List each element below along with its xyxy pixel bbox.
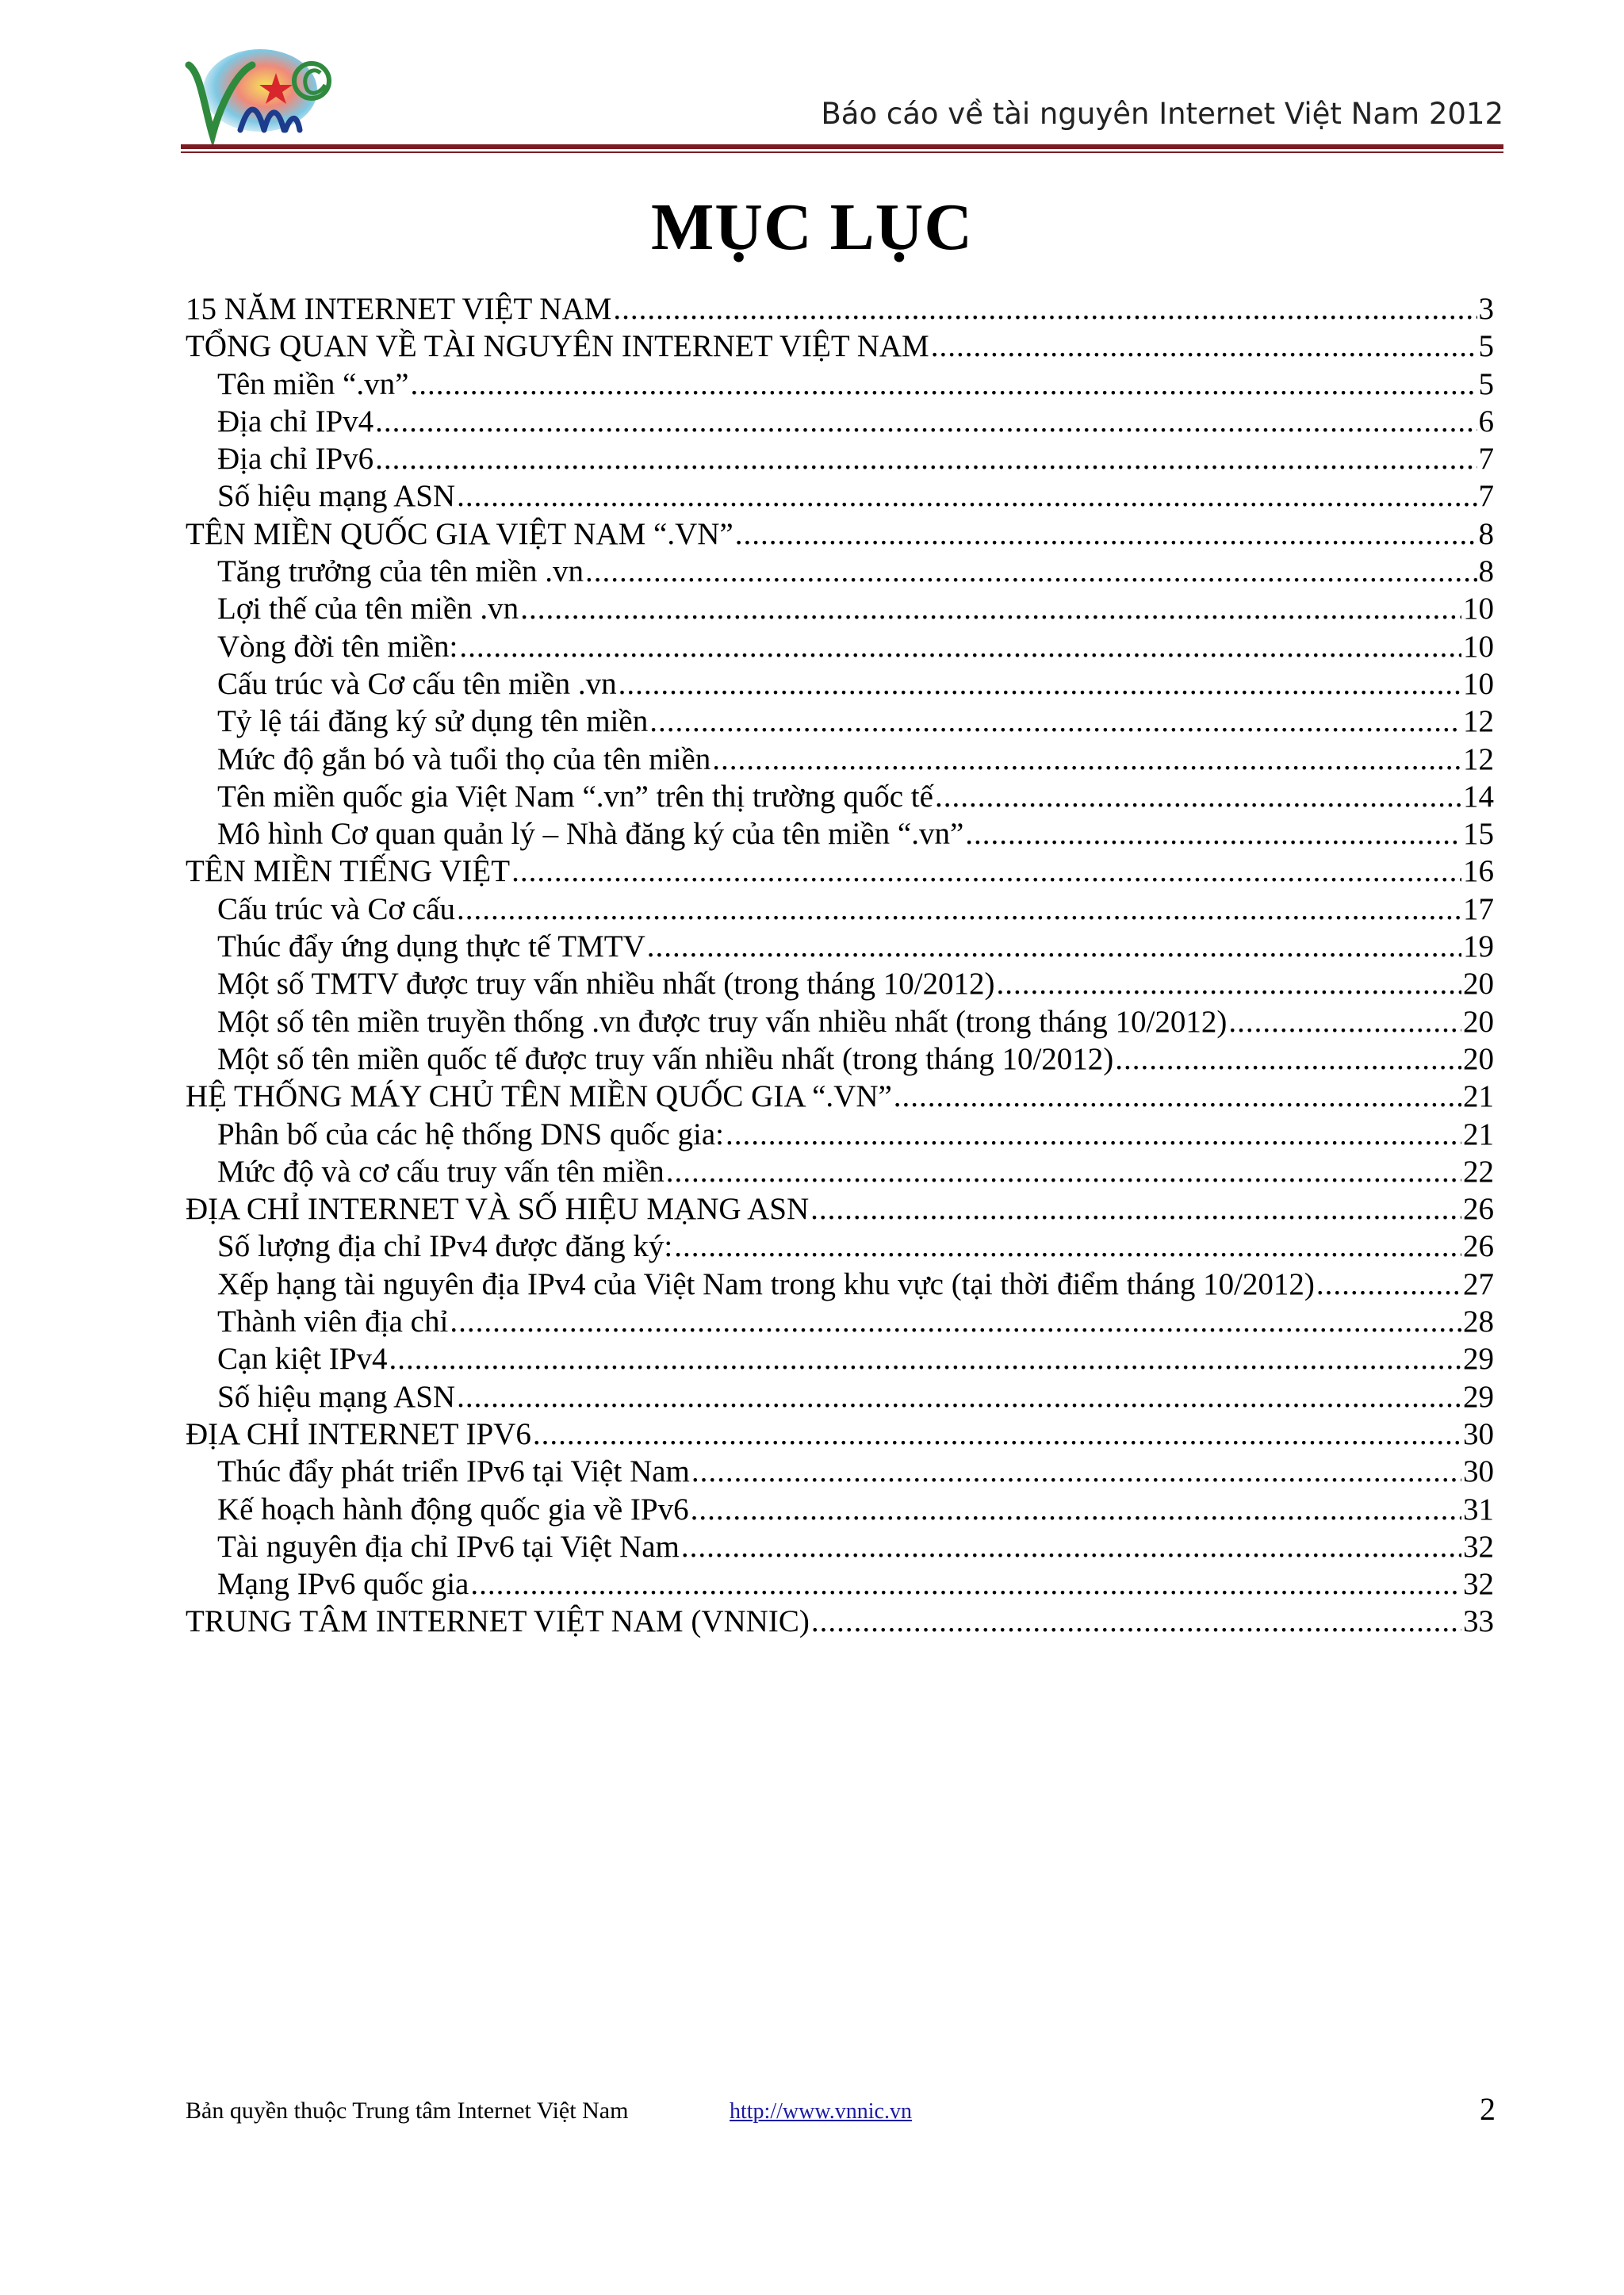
toc-entry[interactable] xyxy=(186,1003,1494,1040)
toc-entry-page-number: 19 xyxy=(1463,929,1494,964)
toc-entry[interactable] xyxy=(186,403,1494,440)
toc-dot-leader xyxy=(375,440,1477,477)
toc-entry-page-number: 33 xyxy=(1463,1604,1494,1639)
toc-entry-page-number: 30 xyxy=(1463,1454,1494,1489)
toc-entry-title: Mô hình Cơ quan quản lý – Nhà đăng ký của tên miền “.vn” xyxy=(217,817,964,852)
toc-entry-page-number: 5 xyxy=(1478,366,1494,401)
toc-entry-page-number: 29 xyxy=(1463,1379,1494,1414)
toc-entry[interactable] xyxy=(186,290,1494,328)
toc-dot-leader xyxy=(674,1228,1461,1265)
toc-entry-title: Tăng trưởng của tên miền .vn xyxy=(217,554,584,589)
toc-entry[interactable] xyxy=(186,1040,1494,1078)
toc-entry-page-number: 26 xyxy=(1463,1229,1494,1264)
toc-entry[interactable] xyxy=(186,440,1494,477)
toc-entry[interactable] xyxy=(186,1378,1494,1416)
header-divider xyxy=(181,144,1503,153)
toc-entry-title: Tỷ lệ tái đăng ký sử dụng tên miền xyxy=(217,704,649,739)
toc-entry-page-number: 7 xyxy=(1478,479,1494,514)
toc-entry-page-number: 30 xyxy=(1463,1416,1494,1451)
toc-dot-leader xyxy=(511,852,1461,890)
toc-entry-page-number: 8 xyxy=(1478,554,1494,589)
toc-entry-title: Vòng đời tên miền: xyxy=(217,629,458,664)
toc-entry-title: Phân bố của các hệ thống DNS quốc gia: xyxy=(217,1117,725,1151)
toc-entry-title: ĐỊA CHỈ INTERNET IPV6 xyxy=(186,1416,531,1451)
toc-entry-title: Mạng IPv6 quốc gia xyxy=(217,1567,469,1602)
toc-entry-title: Một số tên miền quốc tế được truy vấn nhiều nhất (trong tháng 10/2012) xyxy=(217,1041,1114,1076)
toc-entry[interactable] xyxy=(186,515,1494,553)
toc-entry-page-number: 6 xyxy=(1478,404,1494,439)
toc-entry-title: Mức độ và cơ cấu truy vấn tên miền xyxy=(217,1154,665,1189)
toc-entry-page-number: 5 xyxy=(1478,329,1494,364)
toc-entry-title: Cấu trúc và Cơ cấu xyxy=(217,891,456,926)
toc-entry-title: Kế hoạch hành động quốc gia về IPv6 xyxy=(217,1492,689,1527)
toc-dot-leader xyxy=(457,477,1477,515)
toc-dot-leader xyxy=(520,590,1461,627)
toc-dot-leader xyxy=(619,665,1461,703)
toc-dot-leader xyxy=(735,515,1477,553)
toc-entry[interactable] xyxy=(186,891,1494,928)
toc-dot-leader xyxy=(613,290,1477,328)
toc-entry-page-number: 21 xyxy=(1463,1117,1494,1151)
toc-dot-leader xyxy=(457,891,1461,928)
toc-entry[interactable] xyxy=(186,1190,1494,1228)
toc-entry[interactable] xyxy=(186,778,1494,815)
toc-entry[interactable] xyxy=(186,328,1494,365)
toc-entry-page-number: 32 xyxy=(1463,1529,1494,1564)
toc-entry-title: Xếp hạng tài nguyên địa IPv4 của Việt Nam trong khu vực (tại thời điểm tháng 10/2012) xyxy=(217,1266,1315,1301)
toc-entry-title: TÊN MIỀN QUỐC GIA VIỆT NAM “.VN” xyxy=(186,516,733,551)
toc-dot-leader xyxy=(931,328,1477,365)
toc-entry-page-number: 8 xyxy=(1478,516,1494,551)
toc-entry-page-number: 17 xyxy=(1463,891,1494,926)
toc-entry-title: Một số tên miền truyền thống .vn được truy vấn nhiều nhất (trong tháng 10/2012) xyxy=(217,1004,1228,1039)
toc-entry-page-number: 10 xyxy=(1463,666,1494,701)
toc-entry-title: TỔNG QUAN VỀ TÀI NGUYÊN INTERNET VIỆT NAM xyxy=(186,329,929,364)
footer-website-link[interactable]: http://www.vnnic.vn xyxy=(730,2099,912,2124)
toc-entry-page-number: 12 xyxy=(1463,741,1494,776)
toc-entry-title: HỆ THỐNG MÁY CHỦ TÊN MIỀN QUỐC GIA “.VN” xyxy=(186,1079,892,1114)
toc-dot-leader xyxy=(585,553,1477,590)
toc-dot-leader xyxy=(1115,1040,1461,1078)
toc-entry-page-number: 32 xyxy=(1463,1567,1494,1602)
toc-entry[interactable] xyxy=(186,366,1494,403)
toc-entry-title: Thành viên địa chỉ xyxy=(217,1305,449,1339)
toc-entry-title: TRUNG TÂM INTERNET VIỆT NAM (VNNIC) xyxy=(186,1604,810,1639)
toc-dot-leader xyxy=(459,628,1461,665)
toc-entry-page-number: 16 xyxy=(1463,854,1494,889)
toc-dot-leader xyxy=(681,1528,1461,1565)
toc-entry-page-number: 7 xyxy=(1478,442,1494,477)
toc-entry[interactable] xyxy=(186,477,1494,515)
toc-dot-leader xyxy=(726,1116,1461,1153)
toc-dot-leader xyxy=(649,703,1461,740)
toc-entry[interactable] xyxy=(186,1228,1494,1265)
toc-dot-leader xyxy=(810,1190,1461,1228)
page-title: MỤC LỤC xyxy=(651,190,973,264)
toc-entry[interactable] xyxy=(186,703,1494,740)
toc-entry[interactable] xyxy=(186,965,1494,1002)
toc-entry-page-number: 28 xyxy=(1463,1305,1494,1339)
toc-dot-leader xyxy=(457,1378,1461,1416)
toc-entry[interactable] xyxy=(186,1453,1494,1490)
toc-entry-title: Số hiệu mạng ASN xyxy=(217,1379,456,1414)
toc-dot-leader xyxy=(647,928,1461,965)
toc-dot-leader xyxy=(935,778,1461,815)
toc-dot-leader xyxy=(712,741,1461,778)
vnnic-logo-icon xyxy=(181,41,331,144)
toc-entry[interactable] xyxy=(186,590,1494,627)
toc-entry[interactable] xyxy=(186,1491,1494,1528)
toc-entry-page-number: 3 xyxy=(1478,292,1494,326)
toc-dot-leader xyxy=(450,1303,1461,1340)
toc-entry-title: Địa chỉ IPv4 xyxy=(217,404,374,439)
toc-entry[interactable] xyxy=(186,1528,1494,1565)
toc-entry[interactable] xyxy=(186,1303,1494,1340)
toc-dot-leader xyxy=(666,1153,1461,1190)
toc-entry[interactable] xyxy=(186,1340,1494,1377)
toc-entry-page-number: 21 xyxy=(1463,1079,1494,1114)
toc-entry[interactable] xyxy=(186,665,1494,703)
toc-entry-title: Thúc đẩy phát triển IPv6 tại Việt Nam xyxy=(217,1454,690,1489)
toc-entry[interactable] xyxy=(186,928,1494,965)
page-number: 2 xyxy=(1480,2091,1496,2127)
table-of-contents xyxy=(186,290,1494,1641)
toc-entry[interactable] xyxy=(186,1116,1494,1153)
toc-dot-leader xyxy=(470,1565,1461,1603)
toc-entry-page-number: 14 xyxy=(1463,779,1494,814)
toc-entry-page-number: 20 xyxy=(1463,1004,1494,1039)
toc-dot-leader xyxy=(894,1078,1461,1115)
toc-entry[interactable] xyxy=(186,1416,1494,1453)
toc-entry-title: Cạn kiệt IPv4 xyxy=(217,1342,388,1377)
toc-entry-page-number: 31 xyxy=(1463,1492,1494,1527)
footer-copyright: Bản quyền thuộc Trung tâm Internet Việt Nam xyxy=(186,2098,629,2124)
toc-dot-leader xyxy=(1316,1266,1461,1303)
toc-entry[interactable] xyxy=(186,741,1494,778)
toc-entry-page-number: 10 xyxy=(1463,629,1494,664)
toc-entry-title: Tên miền quốc gia Việt Nam “.vn” trên thị trường quốc tế xyxy=(217,779,933,814)
toc-entry-title: ĐỊA CHỈ INTERNET VÀ SỐ HIỆU MẠNG ASN xyxy=(186,1192,810,1227)
report-header-title: Báo cáo về tài nguyên Internet Việt Nam 2012 xyxy=(821,97,1503,131)
toc-entry-title: Lợi thế của tên miền .vn xyxy=(217,592,519,626)
toc-entry-page-number: 10 xyxy=(1463,592,1494,626)
toc-dot-leader xyxy=(811,1603,1461,1640)
toc-entry-title: Số lượng địa chỉ IPv4 được đăng ký: xyxy=(217,1229,673,1264)
toc-entry[interactable] xyxy=(186,1153,1494,1190)
toc-dot-leader xyxy=(997,965,1461,1002)
toc-entry-page-number: 15 xyxy=(1463,817,1494,852)
toc-entry-title: Địa chỉ IPv6 xyxy=(217,442,374,477)
toc-entry-title: Một số TMTV được truy vấn nhiều nhất (trong tháng 10/2012) xyxy=(217,967,995,1002)
toc-dot-leader xyxy=(965,815,1461,852)
toc-entry-title: Thúc đẩy ứng dụng thực tế TMTV xyxy=(217,929,645,964)
toc-dot-leader xyxy=(691,1453,1461,1490)
toc-entry-title: 15 NĂM INTERNET VIỆT NAM xyxy=(186,292,612,326)
toc-entry-title: Tài nguyên địa chỉ IPv6 tại Việt Nam xyxy=(217,1529,680,1564)
toc-entry-page-number: 12 xyxy=(1463,704,1494,739)
toc-entry[interactable] xyxy=(186,1078,1494,1115)
toc-entry-page-number: 29 xyxy=(1463,1342,1494,1377)
toc-entry-title: Cấu trúc và Cơ cấu tên miền .vn xyxy=(217,666,617,701)
toc-entry-title: Tên miền “.vn” xyxy=(217,366,409,401)
toc-entry[interactable] xyxy=(186,553,1494,590)
toc-entry[interactable] xyxy=(186,1565,1494,1603)
toc-dot-leader xyxy=(410,366,1477,403)
toc-entry-page-number: 26 xyxy=(1463,1192,1494,1227)
toc-dot-leader xyxy=(691,1491,1461,1528)
toc-entry-page-number: 20 xyxy=(1463,967,1494,1002)
toc-entry-title: Số hiệu mạng ASN xyxy=(217,479,456,514)
toc-entry[interactable] xyxy=(186,628,1494,665)
toc-dot-leader xyxy=(533,1416,1461,1453)
toc-entry[interactable] xyxy=(186,852,1494,890)
toc-entry[interactable] xyxy=(186,815,1494,852)
toc-entry-page-number: 20 xyxy=(1463,1041,1494,1076)
toc-entry-page-number: 22 xyxy=(1463,1154,1494,1189)
toc-entry-page-number: 27 xyxy=(1463,1266,1494,1301)
toc-entry[interactable] xyxy=(186,1266,1494,1303)
toc-dot-leader xyxy=(375,403,1477,440)
toc-entry-title: Mức độ gắn bó và tuổi thọ của tên miền xyxy=(217,741,711,776)
toc-dot-leader xyxy=(389,1340,1461,1377)
toc-entry[interactable] xyxy=(186,1603,1494,1640)
toc-dot-leader xyxy=(1228,1003,1461,1040)
toc-entry-title: TÊN MIỀN TIẾNG VIỆT xyxy=(186,854,511,889)
